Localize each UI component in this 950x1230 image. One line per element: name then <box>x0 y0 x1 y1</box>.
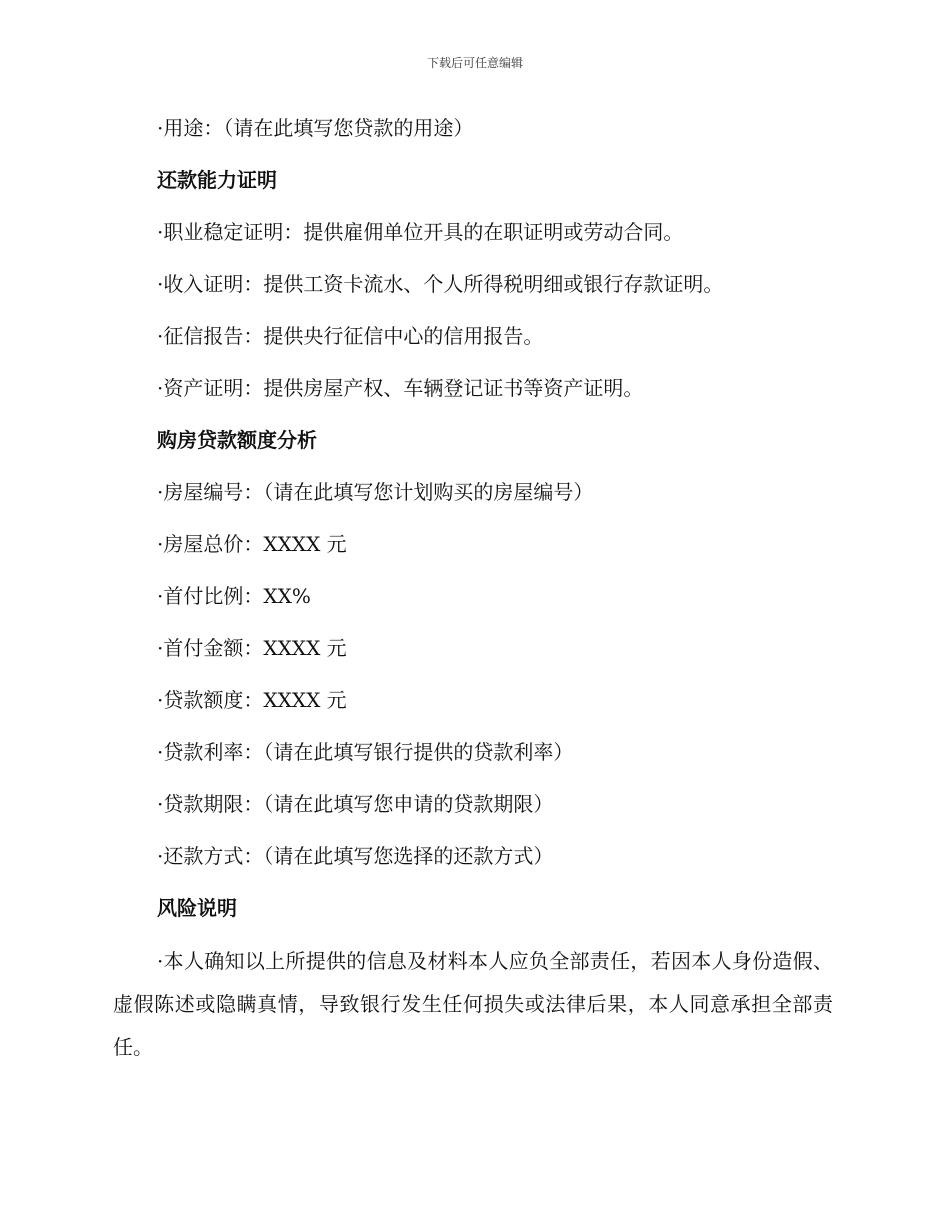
analysis-heading: 购房贷款额度分析 <box>157 428 317 452</box>
repayment-item-income: ·收入证明：提供工资卡流水、个人所得税明细或银行存款证明。 <box>157 272 724 296</box>
analysis-item-repay-method: ·还款方式：（请在此填写您选择的还款方式） <box>157 844 554 868</box>
analysis-item-total-price: ·房屋总价：XXXX 元 <box>157 532 347 556</box>
analysis-item-down-ratio: ·首付比例：XX% <box>157 584 311 608</box>
document-body <box>113 108 833 1089</box>
analysis-item-interest-rate: ·贷款利率：（请在此填写银行提供的贷款利率） <box>157 740 574 764</box>
repayment-item-credit: ·征信报告：提供央行征信中心的信用报告。 <box>157 324 544 348</box>
analysis-item-loan-term: ·贷款期限：（请在此填写您申请的贷款期限） <box>157 792 554 816</box>
risk-paragraph: ·本人确知以上所提供的信息及材料本人应负全部责任，若因本人身份造假、虚假陈述或隐瞒真情，导致银行发生任何损失或法律后果，本人同意承担全部责任。 <box>113 949 833 1059</box>
repayment-heading: 还款能力证明 <box>157 168 277 192</box>
analysis-item-down-amount: ·首付金额：XXXX 元 <box>157 636 347 660</box>
purpose-line: ·用途：（请在此填写您贷款的用途） <box>157 116 474 140</box>
analysis-item-house-id: ·房屋编号：（请在此填写您计划购买的房屋编号） <box>157 480 594 504</box>
risk-heading: 风险说明 <box>157 896 237 920</box>
repayment-item-assets: ·资产证明：提供房屋产权、车辆登记证书等资产证明。 <box>157 376 644 400</box>
analysis-item-loan-amount: ·贷款额度：XXXX 元 <box>157 688 347 712</box>
repayment-item-employment: ·职业稳定证明：提供雇佣单位开具的在职证明或劳动合同。 <box>157 220 684 244</box>
page-header-note: 下载后可任意编辑 <box>426 56 523 70</box>
